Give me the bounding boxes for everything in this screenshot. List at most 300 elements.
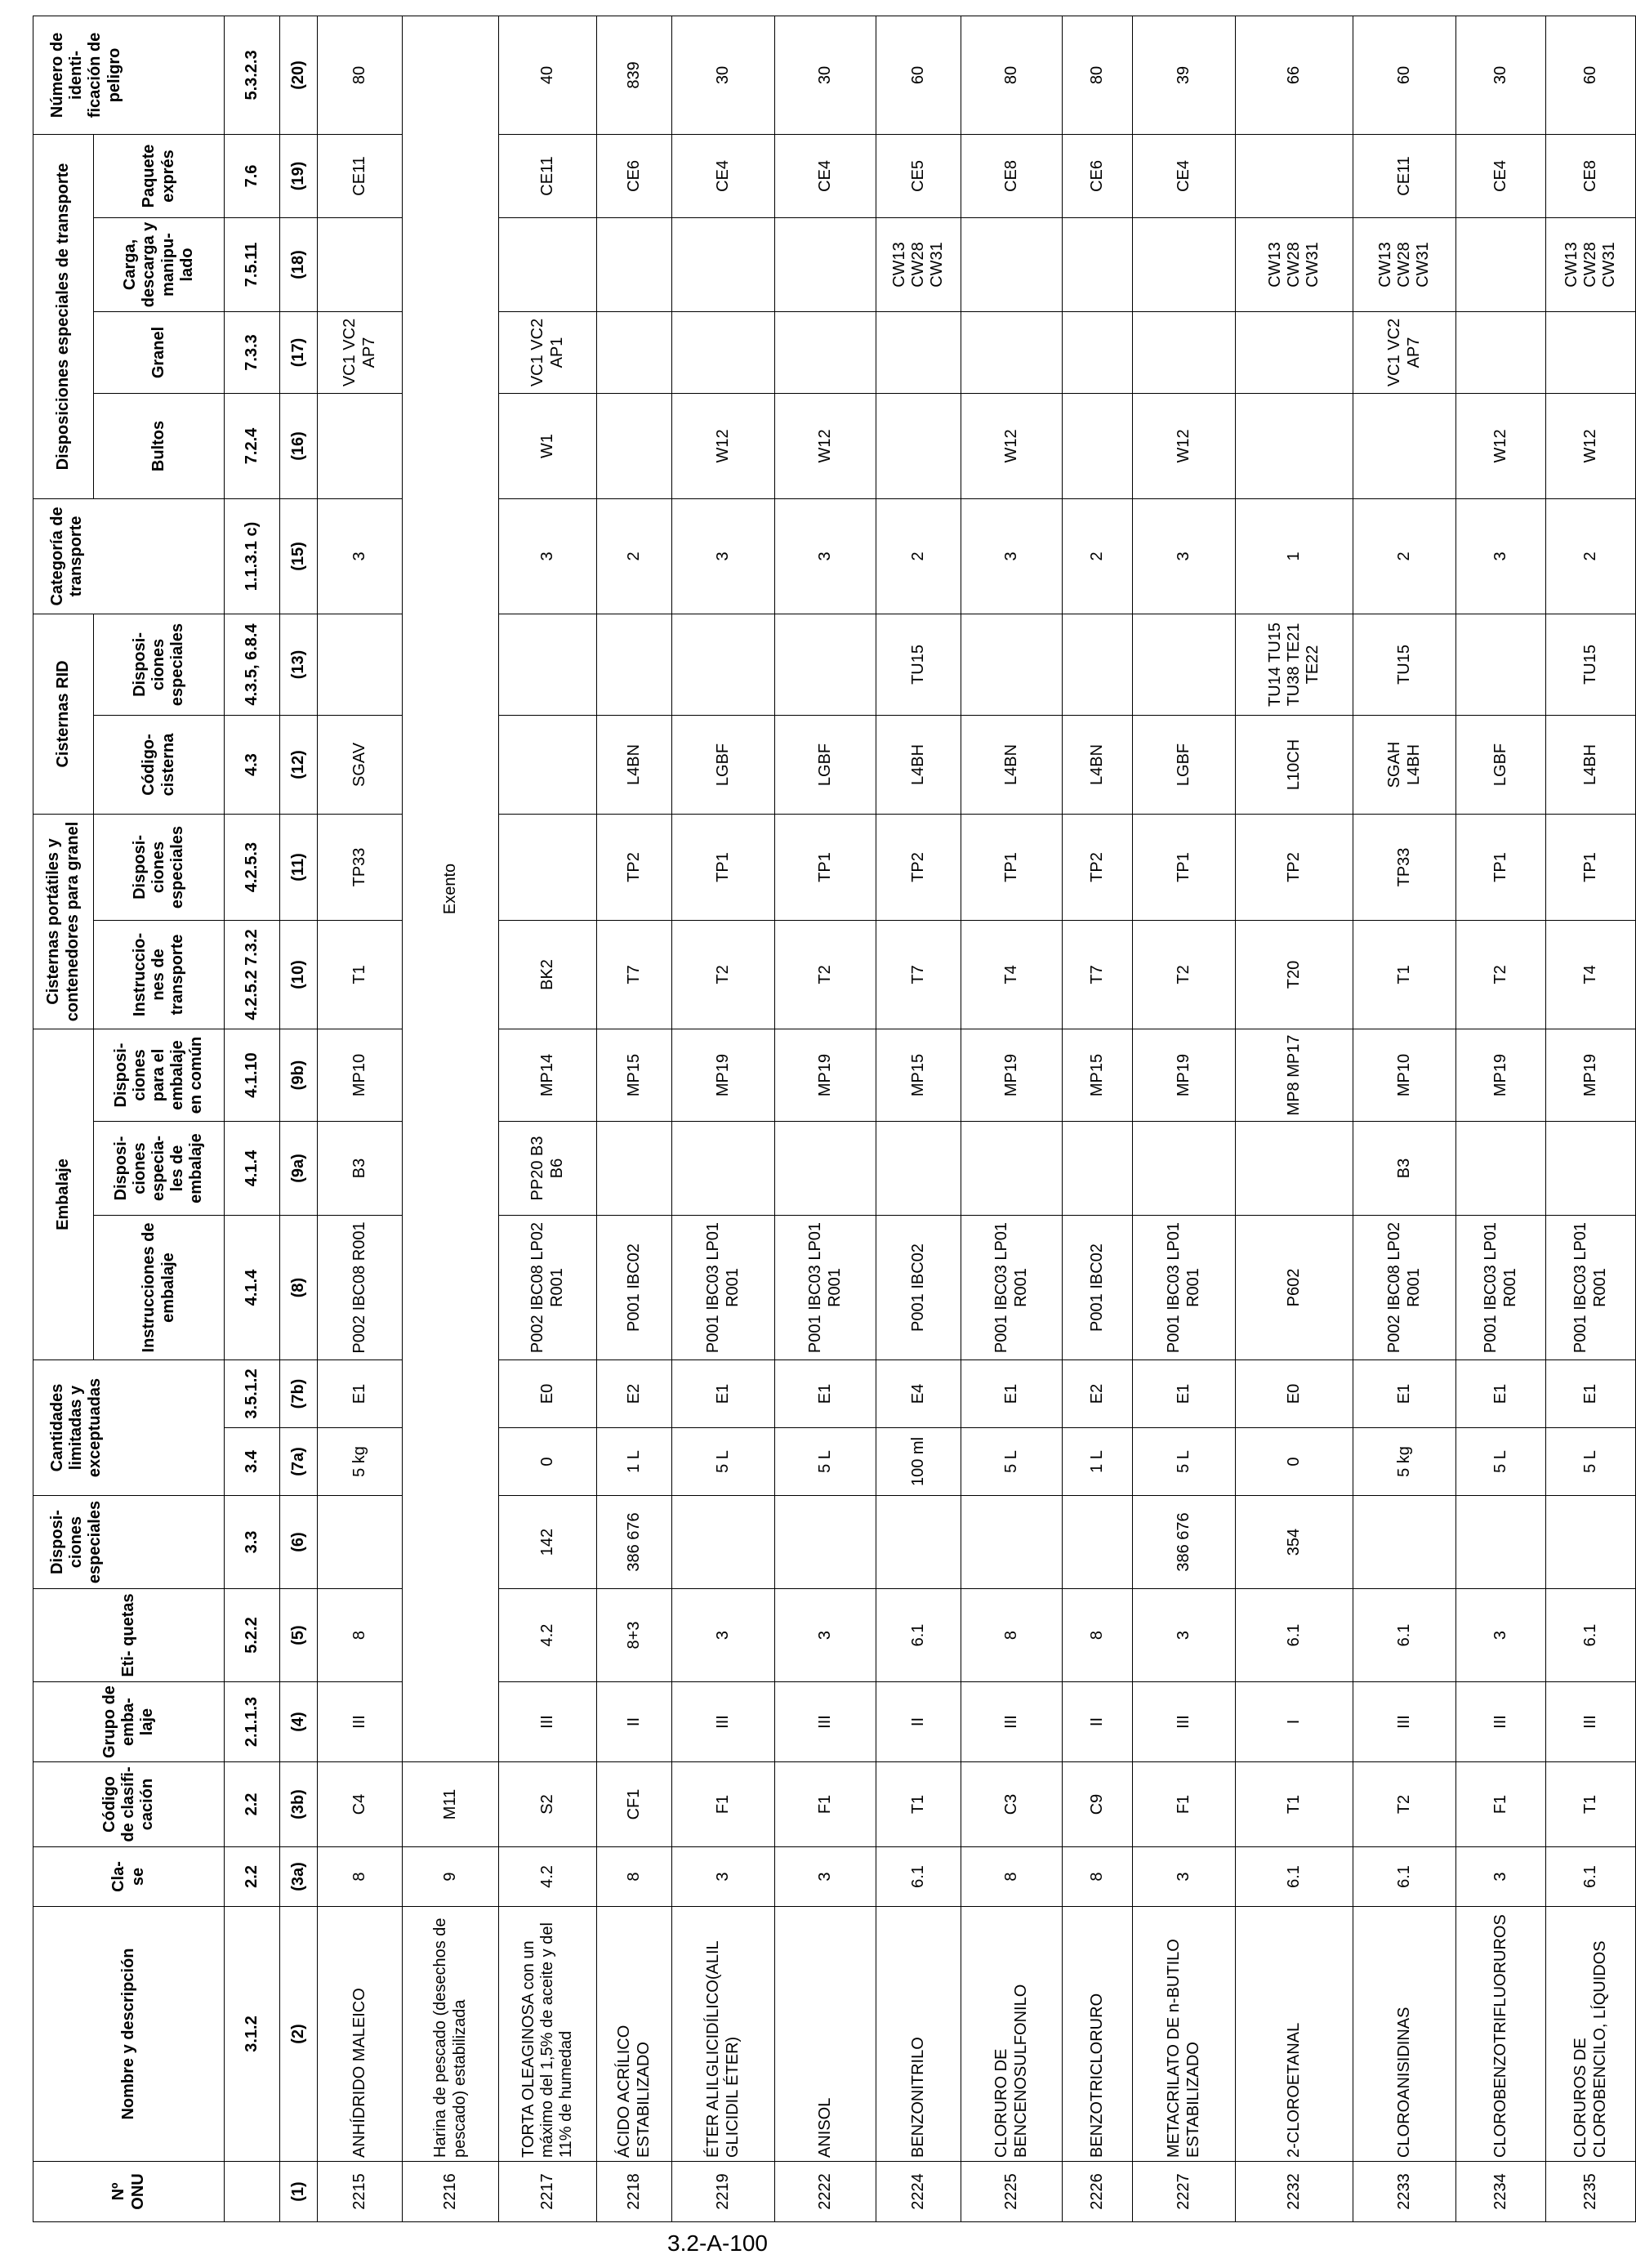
table-cell: 5 kg — [1353, 1428, 1456, 1496]
table-cell — [597, 1122, 672, 1216]
table-cell — [597, 393, 672, 498]
table-cell: F1 — [672, 1762, 775, 1847]
table-cell — [961, 311, 1063, 393]
table-cell — [1236, 311, 1353, 393]
table-cell: VC1 VC2 AP7 — [318, 311, 403, 393]
header-disp-transporte: Disposiciones especiales de transporte — [33, 134, 94, 498]
reference-row — [225, 16, 280, 2221]
table-cell — [1546, 1122, 1636, 1216]
table-cell: 5 L — [672, 1428, 775, 1496]
table-row — [1546, 16, 1636, 2221]
table-cell: 8 — [318, 1589, 403, 1682]
header-disp-esp-cist: Disposi- ciones especiales — [94, 814, 225, 920]
table-cell — [1353, 1496, 1456, 1589]
ref-cell: 3.4 — [225, 1428, 280, 1496]
table-cell — [876, 1496, 961, 1589]
header-instr-transporte: Instruccio- nes de transporte — [94, 920, 225, 1029]
table-row — [403, 16, 499, 2221]
table-cell — [1133, 614, 1236, 715]
table-cell: P001 IBC03 LP01 R001 — [775, 1216, 876, 1360]
table-cell: TP1 — [1133, 814, 1236, 920]
table-cell: 5 L — [775, 1428, 876, 1496]
table-cell: T1 — [876, 1762, 961, 1847]
table-cell: 6.1 — [1546, 1847, 1636, 1907]
table-cell: 3 — [1133, 1847, 1236, 1907]
table-cell: 0 — [1236, 1428, 1353, 1496]
exempt-cell: Exento — [403, 16, 499, 1761]
substance-name: ANISOL — [775, 1907, 876, 2162]
column-number-cell: (4) — [280, 1682, 318, 1762]
table-cell: 5 kg — [318, 1428, 403, 1496]
table-cell: S2 — [499, 1762, 597, 1847]
header-disp-embalaje-comun: Disposi- ciones para el embalaje en común — [94, 1029, 225, 1121]
table-row — [597, 16, 672, 2221]
table-cell: TP33 — [318, 814, 403, 920]
table-cell — [775, 1496, 876, 1589]
table-cell: CE11 — [318, 134, 403, 217]
onu-number: 2233 — [1353, 2162, 1456, 2222]
table-cell: TU15 — [876, 614, 961, 715]
table-cell: III — [318, 1682, 403, 1762]
substance-name: 2-CLOROETANAL — [1236, 1907, 1353, 2162]
table-cell: W12 — [775, 393, 876, 498]
table-cell — [775, 614, 876, 715]
header-codigo-cisterna: Código- cisterna — [94, 715, 225, 814]
ref-cell: 7.2.4 — [225, 393, 280, 498]
table-cell: P602 — [1236, 1216, 1353, 1360]
table-cell: T2 — [1133, 920, 1236, 1029]
column-number-cell: (19) — [280, 134, 318, 217]
table-cell — [775, 217, 876, 311]
table-cell: 60 — [1353, 16, 1456, 134]
table-cell: VC1 VC2 AP1 — [499, 311, 597, 393]
header-paquete: Paquete exprés — [94, 134, 225, 217]
table-cell: 1 L — [1063, 1428, 1133, 1496]
table-cell: CE5 — [876, 134, 961, 217]
ref-cell: 4.2.5.2 7.3.2 — [225, 920, 280, 1029]
header-instr-embalaje: Instrucciones de embalaje — [94, 1216, 225, 1360]
table-cell — [876, 393, 961, 498]
table-cell: 386 676 — [597, 1496, 672, 1589]
table-cell — [318, 1496, 403, 1589]
table-cell: E1 — [775, 1360, 876, 1428]
table-cell: 6.1 — [1236, 1847, 1353, 1907]
table-cell: E2 — [1063, 1360, 1133, 1428]
header-granel: Granel — [94, 311, 225, 393]
table-row — [876, 16, 961, 2221]
table-row — [499, 16, 597, 2221]
header-carga: Carga, descarga y manipu- lado — [94, 217, 225, 311]
header-grupo: Grupo de emba- laje — [33, 1682, 225, 1762]
table-cell: MP19 — [775, 1029, 876, 1121]
table-cell: T2 — [775, 920, 876, 1029]
table-cell: CE8 — [961, 134, 1063, 217]
ref-cell: 2.1.1.3 — [225, 1682, 280, 1762]
column-number-cell: (3a) — [280, 1847, 318, 1907]
table-cell: 5 L — [961, 1428, 1063, 1496]
table-cell: SGAV — [318, 715, 403, 814]
onu-number: 2215 — [318, 2162, 403, 2222]
table-cell: 142 — [499, 1496, 597, 1589]
ref-cell: 2.2 — [225, 1847, 280, 1907]
table-cell: P001 IBC03 LP01 R001 — [1133, 1216, 1236, 1360]
table-cell: 80 — [1063, 16, 1133, 134]
table-cell: F1 — [1133, 1762, 1236, 1847]
table-cell: E0 — [1236, 1360, 1353, 1428]
table-cell: TP2 — [1236, 814, 1353, 920]
ref-cell: 7.6 — [225, 134, 280, 217]
table-cell: P001 IBC02 — [876, 1216, 961, 1360]
table-cell: MP8 MP17 — [1236, 1029, 1353, 1121]
table-row — [1063, 16, 1133, 2221]
table-cell: III — [1353, 1682, 1456, 1762]
table-cell: F1 — [775, 1762, 876, 1847]
table-row — [1353, 16, 1456, 2221]
table-cell: TU14 TU15 TU38 TE21 TE22 — [1236, 614, 1353, 715]
onu-number: 2225 — [961, 2162, 1063, 2222]
table-row — [775, 16, 876, 2221]
table-cell: B3 — [1353, 1122, 1456, 1216]
ref-cell: 3.1.2 — [225, 1907, 280, 2162]
table-cell: E0 — [499, 1360, 597, 1428]
table-cell: BK2 — [499, 920, 597, 1029]
table-cell: E1 — [318, 1360, 403, 1428]
table-cell: B3 — [318, 1122, 403, 1216]
table-cell: E1 — [1353, 1360, 1456, 1428]
table-cell: MP15 — [876, 1029, 961, 1121]
ref-cell: 2.2 — [225, 1762, 280, 1847]
table-cell: 8 — [961, 1847, 1063, 1907]
table-cell: 3 — [1133, 498, 1236, 614]
table-cell: W12 — [1546, 393, 1636, 498]
table-cell: 8 — [597, 1847, 672, 1907]
table-cell: T7 — [597, 920, 672, 1029]
table-cell: 839 — [597, 16, 672, 134]
table-cell: MP10 — [318, 1029, 403, 1121]
ref-cell: 4.1.10 — [225, 1029, 280, 1121]
table-cell: CE4 — [1456, 134, 1546, 217]
table-cell: II — [597, 1682, 672, 1762]
table-cell: C3 — [961, 1762, 1063, 1847]
table-cell: C9 — [1063, 1762, 1133, 1847]
table-cell — [672, 311, 775, 393]
substance-name: CLOROBENZOTRIFLUORUROS — [1456, 1907, 1546, 2162]
table-cell: 3 — [775, 1847, 876, 1907]
table-cell: LGBF — [672, 715, 775, 814]
onu-number: 2226 — [1063, 2162, 1133, 2222]
table-cell: 6.1 — [1236, 1589, 1353, 1682]
table-cell: 66 — [1236, 16, 1353, 134]
substance-name: ANHÍDRIDO MALEICO — [318, 1907, 403, 2162]
table-cell: MP19 — [1133, 1029, 1236, 1121]
table-cell: III — [1133, 1682, 1236, 1762]
header-codigo: Código de clasifi- cación — [33, 1762, 225, 1847]
table-cell: 60 — [1546, 16, 1636, 134]
table-cell — [1133, 1122, 1236, 1216]
table-cell: TP2 — [597, 814, 672, 920]
ref-cell: 4.1.4 — [225, 1122, 280, 1216]
table-cell: 5 L — [1546, 1428, 1636, 1496]
column-number-cell: (18) — [280, 217, 318, 311]
table-cell — [1236, 1122, 1353, 1216]
column-number-cell: (9a) — [280, 1122, 318, 1216]
table-row — [318, 16, 403, 2221]
table-cell: MP19 — [1546, 1029, 1636, 1121]
dangerous-goods-table — [33, 16, 1636, 2222]
table-cell: 6.1 — [876, 1847, 961, 1907]
table-cell — [1353, 393, 1456, 498]
table-cell — [597, 217, 672, 311]
table-cell: T1 — [1546, 1762, 1636, 1847]
table-cell — [672, 614, 775, 715]
table-cell: LGBF — [1456, 715, 1546, 814]
ref-cell: 7.3.3 — [225, 311, 280, 393]
table-cell — [961, 217, 1063, 311]
substance-name: METACRILATO DE n-BUTILO ESTABILIZADO — [1133, 1907, 1236, 2162]
table-cell: P001 IBC03 LP01 R001 — [961, 1216, 1063, 1360]
ref-cell: 3.5.1.2 — [225, 1360, 280, 1428]
table-cell: 2 — [876, 498, 961, 614]
table-cell: E1 — [961, 1360, 1063, 1428]
header-row-1 — [33, 16, 94, 2221]
table-cell — [499, 217, 597, 311]
onu-number: 2234 — [1456, 2162, 1546, 2222]
table-cell: CE4 — [672, 134, 775, 217]
table-cell: MP19 — [672, 1029, 775, 1121]
ref-cell: 7.5.11 — [225, 217, 280, 311]
ref-cell: 1.1.3.1 c) — [225, 498, 280, 614]
column-number-cell: (6) — [280, 1496, 318, 1589]
table-cell: 354 — [1236, 1496, 1353, 1589]
table-cell: 4.2 — [499, 1847, 597, 1907]
table-cell: P001 IBC03 LP01 R001 — [1456, 1216, 1546, 1360]
column-number-cell: (7a) — [280, 1428, 318, 1496]
table-cell: 8 — [1063, 1847, 1133, 1907]
table-cell: CE11 — [1353, 134, 1456, 217]
table-cell: 3 — [1456, 1589, 1546, 1682]
table-cell: 3 — [672, 1589, 775, 1682]
table-cell: P001 IBC02 — [1063, 1216, 1133, 1360]
table-cell — [1063, 393, 1133, 498]
substance-name: ÉTER ALILGLICIDÍLICO(ALIL GLICIDIL ÉTER) — [672, 1907, 775, 2162]
substance-name: ÁCIDO ACRÍLICO ESTABILIZADO — [597, 1907, 672, 2162]
table-cell: MP10 — [1353, 1029, 1456, 1121]
table-cell — [1456, 1496, 1546, 1589]
table-cell: E1 — [1546, 1360, 1636, 1428]
table-cell: 3 — [499, 498, 597, 614]
page-number: 3.2-A-100 — [667, 2230, 768, 2256]
table-cell — [1063, 311, 1133, 393]
table-cell: E4 — [876, 1360, 961, 1428]
ref-cell: 4.3.5, 6.8.4 — [225, 614, 280, 715]
header-name: Nombre y descripción — [33, 1907, 225, 2162]
table-cell: 3 — [1456, 1847, 1546, 1907]
table-cell: 3 — [318, 498, 403, 614]
table-cell — [499, 715, 597, 814]
table-cell: P002 IBC08 R001 — [318, 1216, 403, 1360]
table-cell: T20 — [1236, 920, 1353, 1029]
table-cell — [1546, 1496, 1636, 1589]
table-cell: 1 — [1236, 498, 1353, 614]
table-cell: F1 — [1456, 1762, 1546, 1847]
onu-number: 2235 — [1546, 2162, 1636, 2222]
table-cell — [876, 1122, 961, 1216]
table-cell: 2 — [1546, 498, 1636, 614]
table-cell: W12 — [1456, 393, 1546, 498]
table-cell: T7 — [1063, 920, 1133, 1029]
table-cell: 40 — [499, 16, 597, 134]
table-cell: 39 — [1133, 16, 1236, 134]
table-cell: E1 — [1456, 1360, 1546, 1428]
header-bultos: Bultos — [94, 393, 225, 498]
table-cell: CW13 CW28 CW31 — [1353, 217, 1456, 311]
table-cell: T1 — [1236, 1762, 1353, 1847]
table-cell: 3 — [961, 498, 1063, 614]
table-cell: MP19 — [961, 1029, 1063, 1121]
table-cell: SGAH L4BH — [1353, 715, 1456, 814]
table-cell: 30 — [775, 16, 876, 134]
table-cell: CE4 — [1133, 134, 1236, 217]
table-cell: T4 — [1546, 920, 1636, 1029]
substance-name: TORTA OLEAGINOSA con un máximo del 1,5% de aceite y del 11% de humedad — [499, 1907, 597, 2162]
table-cell — [876, 311, 961, 393]
table-cell: III — [672, 1682, 775, 1762]
onu-number: 2224 — [876, 2162, 961, 2222]
table-cell — [318, 614, 403, 715]
table-cell — [775, 311, 876, 393]
table-cell: II — [1063, 1682, 1133, 1762]
table-cell: 8 — [961, 1589, 1063, 1682]
table-cell: TP1 — [961, 814, 1063, 920]
header-etiquetas: Eti- quetas — [33, 1589, 225, 1682]
table-cell: 100 ml — [876, 1428, 961, 1496]
table-cell — [1456, 614, 1546, 715]
column-number-cell: (15) — [280, 498, 318, 614]
table-cell: T1 — [318, 920, 403, 1029]
substance-name: BENZOTRICLORURO — [1063, 1907, 1133, 2162]
onu-number: 2227 — [1133, 2162, 1236, 2222]
header-disp-esp-rid: Disposi- ciones especiales — [94, 614, 225, 715]
table-cell: 3 — [1133, 1589, 1236, 1682]
table-cell — [1456, 217, 1546, 311]
table-cell: 2 — [1063, 498, 1133, 614]
table-cell: MP15 — [597, 1029, 672, 1121]
onu-number: 2217 — [499, 2162, 597, 2222]
table-cell: C4 — [318, 1762, 403, 1847]
table-cell: P001 IBC02 — [597, 1216, 672, 1360]
table-cell — [672, 217, 775, 311]
column-number-cell: (20) — [280, 16, 318, 134]
header-cisternas-rid: Cisternas RID — [33, 614, 94, 814]
table-cell: 0 — [499, 1428, 597, 1496]
table-cell: 9 — [403, 1847, 499, 1907]
table-cell — [1456, 311, 1546, 393]
table-cell — [1063, 217, 1133, 311]
header-disp-esp-embalaje: Disposi- ciones especia- les de embalaje — [94, 1122, 225, 1216]
table-cell — [672, 1496, 775, 1589]
header-embalaje: Embalaje — [33, 1029, 94, 1359]
column-number-cell: (10) — [280, 920, 318, 1029]
table-cell: 60 — [876, 16, 961, 134]
table-cell: 3 — [672, 1847, 775, 1907]
table-cell: I — [1236, 1682, 1353, 1762]
ref-cell: 5.2.2 — [225, 1589, 280, 1682]
header-cantidades: Cantidades limitadas y exceptuadas — [33, 1360, 225, 1496]
table-cell: 1 L — [597, 1428, 672, 1496]
rotated-table-container — [33, 16, 1619, 2222]
table-cell: 5 L — [1456, 1428, 1546, 1496]
table-cell: III — [1456, 1682, 1546, 1762]
table-cell: III — [775, 1682, 876, 1762]
table-cell — [1133, 311, 1236, 393]
column-number-cell: (16) — [280, 393, 318, 498]
table-cell: CE6 — [1063, 134, 1133, 217]
table-cell — [1063, 614, 1133, 715]
table-cell: 30 — [1456, 16, 1546, 134]
column-number-cell: (13) — [280, 614, 318, 715]
table-cell: CF1 — [597, 1762, 672, 1847]
table-cell — [1456, 1122, 1546, 1216]
table-cell: L4BN — [1063, 715, 1133, 814]
ref-cell: 4.2.5.3 — [225, 814, 280, 920]
table-cell: W12 — [961, 393, 1063, 498]
table-cell: 6.1 — [1353, 1847, 1456, 1907]
table-cell: E1 — [1133, 1360, 1236, 1428]
substance-name: Harina de pescado (desechos de pescado) estabilizada — [403, 1907, 499, 2162]
column-number-cell: (7b) — [280, 1360, 318, 1428]
table-row — [672, 16, 775, 2221]
table-cell: 6.1 — [1546, 1589, 1636, 1682]
ref-cell — [225, 2162, 280, 2222]
table-cell: TP1 — [1546, 814, 1636, 920]
table-cell: E2 — [597, 1360, 672, 1428]
table-cell: 6.1 — [1353, 1589, 1456, 1682]
table-cell: 8+3 — [597, 1589, 672, 1682]
table-cell — [597, 311, 672, 393]
table-cell: TP2 — [876, 814, 961, 920]
table-cell: 80 — [318, 16, 403, 134]
table-cell: P001 IBC03 LP01 R001 — [672, 1216, 775, 1360]
table-cell: VC1 VC2 AP7 — [1353, 311, 1456, 393]
table-cell: TU15 — [1353, 614, 1456, 715]
table-cell: III — [1546, 1682, 1636, 1762]
table-cell: 3 — [775, 1589, 876, 1682]
table-cell: III — [961, 1682, 1063, 1762]
ref-cell: 4.1.4 — [225, 1216, 280, 1360]
table-row — [1133, 16, 1236, 2221]
column-number-cell: (9b) — [280, 1029, 318, 1121]
table-cell: 386 676 — [1133, 1496, 1236, 1589]
table-cell — [1236, 393, 1353, 498]
table-cell: PP20 B3 B6 — [499, 1122, 597, 1216]
table-cell: E1 — [672, 1360, 775, 1428]
table-cell: T2 — [672, 920, 775, 1029]
table-cell: P001 IBC03 LP01 R001 — [1546, 1216, 1636, 1360]
table-row — [1456, 16, 1546, 2221]
table-cell: 8 — [1063, 1589, 1133, 1682]
column-number-cell: (17) — [280, 311, 318, 393]
table-cell: T2 — [1456, 920, 1546, 1029]
table-cell — [775, 1122, 876, 1216]
table-cell: CW13 CW28 CW31 — [876, 217, 961, 311]
header-disp-esp: Disposi- ciones especiales — [33, 1496, 225, 1589]
table-cell — [318, 393, 403, 498]
substance-name: CLOROANISIDINAS — [1353, 1907, 1456, 2162]
table-cell: 5 L — [1133, 1428, 1236, 1496]
table-cell: MP19 — [1456, 1029, 1546, 1121]
table-cell: CE11 — [499, 134, 597, 217]
header-cisternas-portatiles: Cisternas portátiles y contenedores para granel — [33, 814, 94, 1029]
